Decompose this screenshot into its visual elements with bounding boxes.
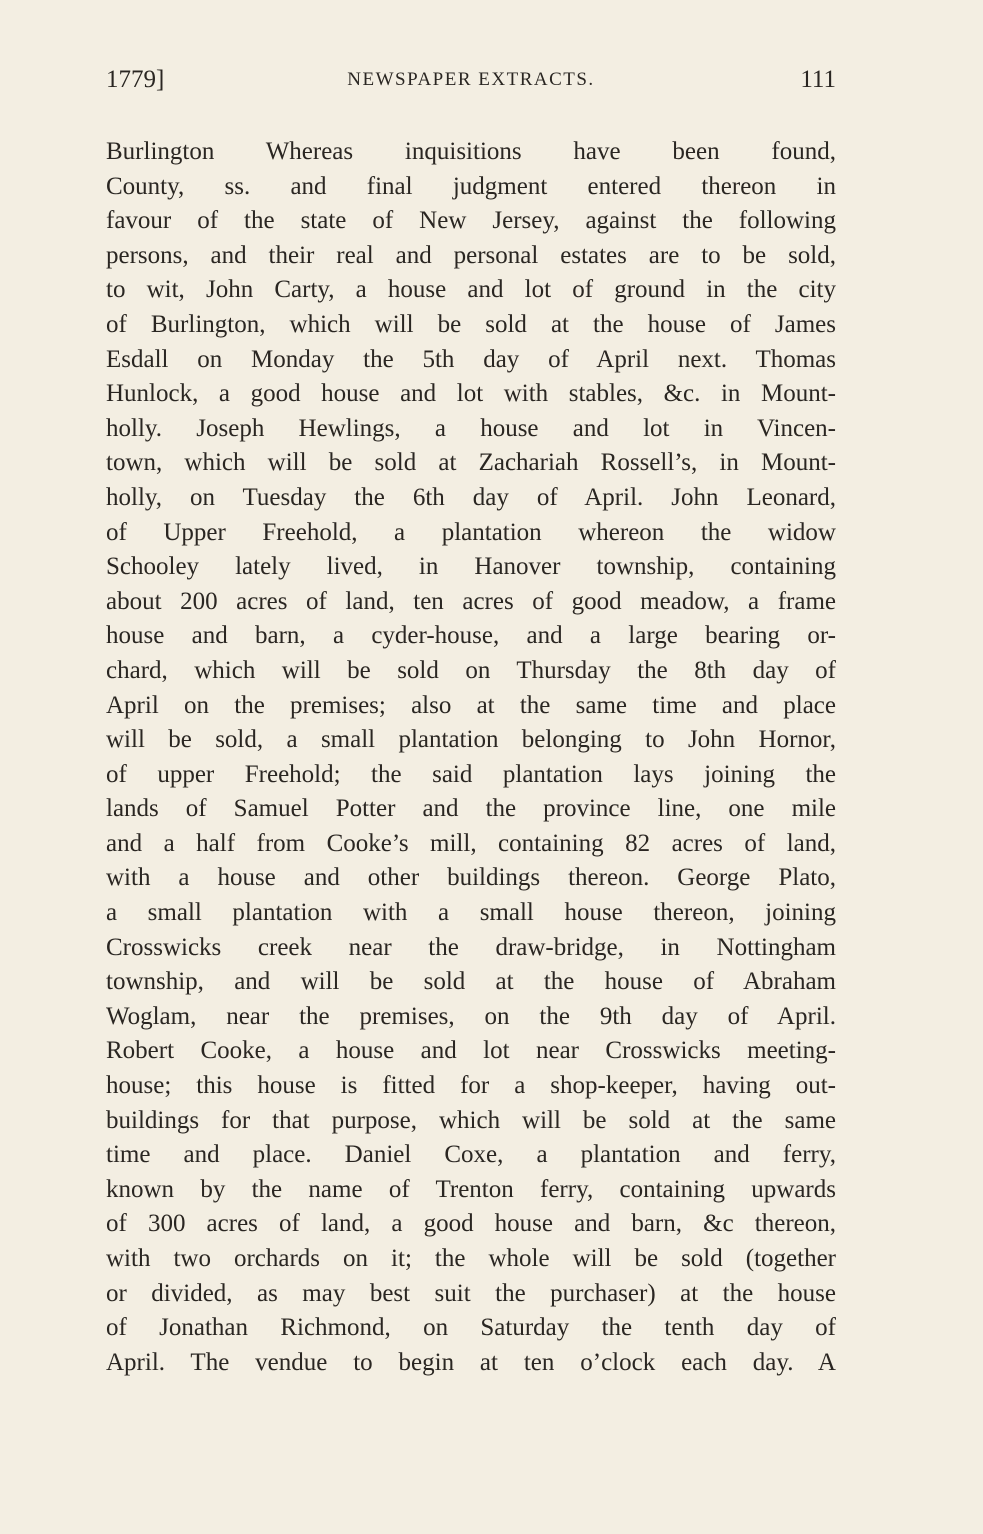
text-line: of 300 acres of land, a good house and barn, &c thereon, — [106, 1210, 836, 1238]
text-line: of Burlington, which will be sold at the house of James — [106, 310, 836, 338]
text-line: time and place. Daniel Coxe, a plantation and ferry, — [106, 1141, 836, 1169]
text-line: with two orchards on it; the whole will be sold (together — [106, 1245, 836, 1272]
text-line: Burlington Whereas inquisitions have been found, — [106, 138, 836, 165]
text-line: or divided, as may best suit the purchaser) at the house — [106, 1279, 836, 1307]
header-year: 1779] — [106, 66, 165, 93]
text-line: to wit, John Carty, a house and lot of ground in the city — [106, 276, 836, 304]
text-line: Robert Cooke, a house and lot near Crosswicks meeting- — [106, 1037, 836, 1065]
text-line: County, ss. and final judgment entered thereon in — [106, 172, 836, 200]
text-line: township, and will be sold at the house of Abraham — [106, 968, 836, 996]
text-line: town, which will be sold at Zachariah Rossell’s, in Mount- — [106, 449, 836, 477]
text-line: and a half from Cooke’s mill, containing 82 acres of land, — [106, 829, 836, 857]
text-line: lands of Samuel Potter and the province line, one mile — [106, 795, 836, 823]
text-line: persons, and their real and personal estates are to be sold, — [106, 241, 836, 269]
text-line: of Upper Freehold, a plantation whereon the widow — [106, 518, 836, 546]
text-line: April. The vendue to begin at ten o’clock each day. A — [106, 1348, 836, 1376]
text-line: will be sold, a small plantation belonging to John Hornor, — [106, 726, 836, 754]
header-title: NEWSPAPER EXTRACTS. — [347, 69, 595, 90]
text-line: April on the premises; also at the same time and place — [106, 691, 836, 719]
text-line: Crosswicks creek near the draw-bridge, in Nottingham — [106, 933, 836, 961]
text-line: holly, on Tuesday the 6th day of April. John Leonard, — [106, 483, 836, 511]
text-line: favour of the state of New Jersey, against the following — [106, 207, 836, 235]
text-line: chard, which will be sold on Thursday the 8th day of — [106, 656, 836, 684]
running-head — [106, 66, 836, 106]
text-line: of upper Freehold; the said plantation lays joining the — [106, 760, 836, 788]
text-line: buildings for that purpose, which will be sold at the same — [106, 1106, 836, 1134]
text-line: Woglam, near the premises, on the 9th day of April. — [106, 1002, 836, 1030]
text-line: known by the name of Trenton ferry, containing upwards — [106, 1175, 836, 1203]
body-text — [106, 135, 836, 1380]
text-line: a small plantation with a small house thereon, joining — [106, 899, 836, 927]
text-line: Schooley lately lived, in Hanover township, containing — [106, 553, 836, 581]
text-line: Esdall on Monday the 5th day of April next. Thomas — [106, 345, 836, 373]
text-line: with a house and other buildings thereon. George Plato, — [106, 864, 836, 892]
text-line: about 200 acres of land, ten acres of good meadow, a frame — [106, 587, 836, 615]
text-line: Hunlock, a good house and lot with stables, &c. in Mount- — [106, 380, 836, 408]
text-line: house and barn, a cyder-house, and a large bearing or- — [106, 622, 836, 650]
page-number: 111 — [800, 66, 836, 93]
text-line: of Jonathan Richmond, on Saturday the tenth day of — [106, 1314, 836, 1342]
text-line: house; this house is fitted for a shop-keeper, having out- — [106, 1072, 836, 1100]
text-line: holly. Joseph Hewlings, a house and lot in Vincen- — [106, 414, 836, 442]
